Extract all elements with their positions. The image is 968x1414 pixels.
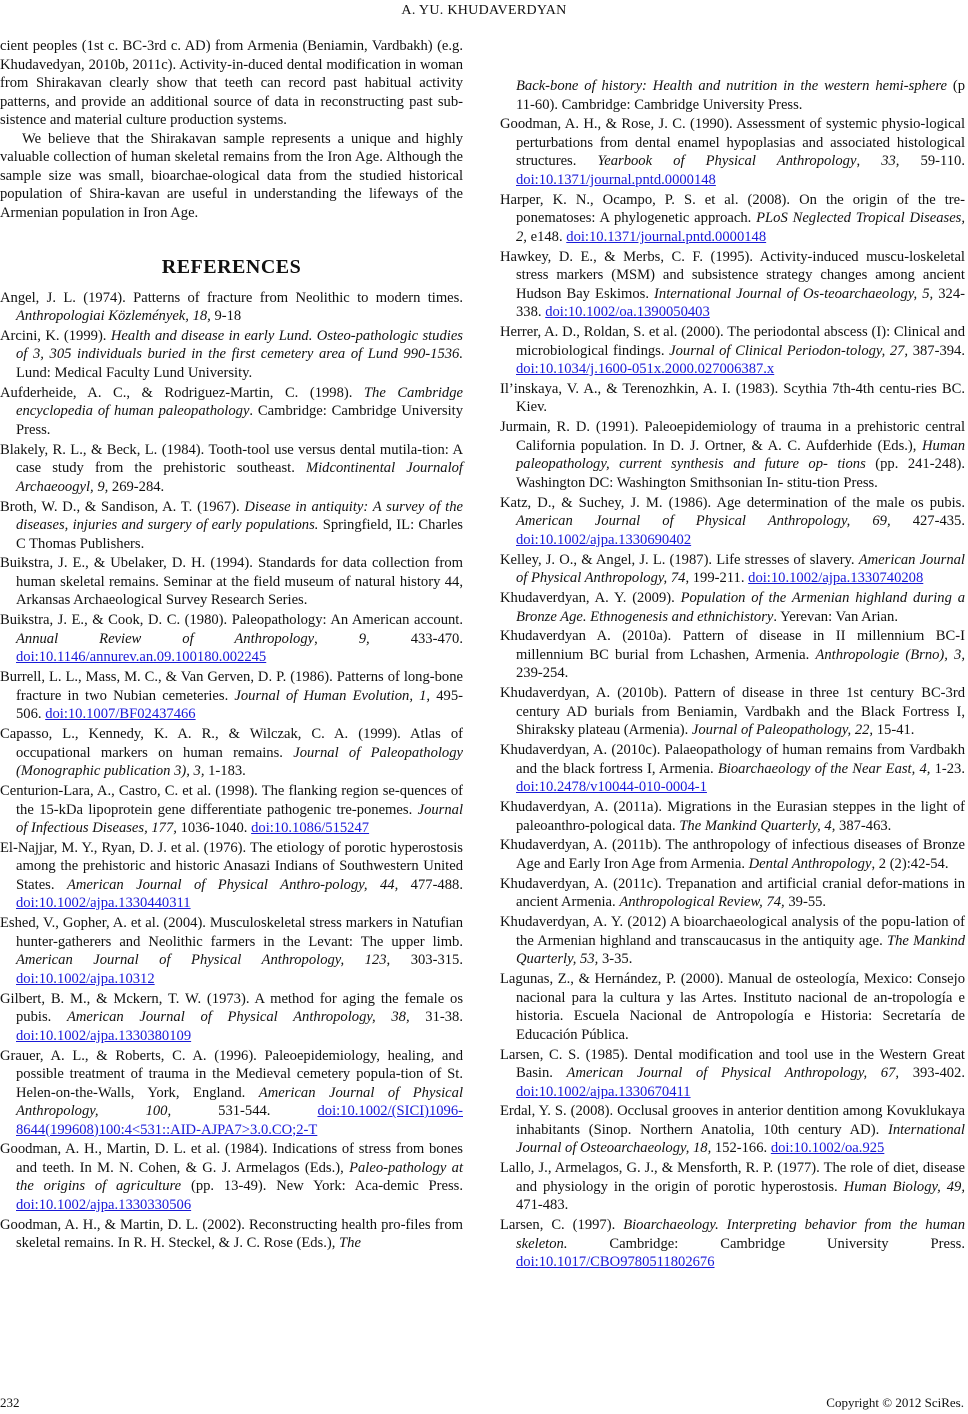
reference-text: Goodman, A. H., & Martin, D. L. (2002). Reconstructing health pro-files from skeletal remains. In R. H. Steckel, & J. C. Rose (Eds.), bbox=[0, 1216, 463, 1252]
doi-link[interactable]: doi:10.1086/515247 bbox=[251, 820, 370, 837]
body-paragraph: We believe that the Shirakavan sample represents a unique and highly valuable collection of human skeletal remains from the Iron Age. Although the sample size was small, bioarchae-ological data from the studied historical population of Shira-kavan are useful in understanding the lifeways of the Armenian population in Iron Age. bbox=[0, 130, 463, 221]
reference-list-right bbox=[500, 77, 965, 1272]
reference-text: Centurion-Lara, A., Castro, C. et al. (1998). The flanking region se-quences of the 15-kDa lipoprotein gene differentiate pathogenic tre-ponemes. bbox=[0, 783, 463, 818]
reference-text: El-Najjar, M. Y., Ryan, D. J. et al. (1976). The etiology of porotic hyperostosis among the prehistoric and historic Anasazi Indians of Southwestern United States. bbox=[0, 839, 463, 893]
reference-text: Khudaverdyan, A. Y. (2012) A bioarchaeological analysis of the popu-lation of the Armenian highland and transcaucasus in the antiquity age. bbox=[500, 914, 965, 949]
reference-source: PLoS Neglected Tropical Diseases, 2, bbox=[516, 210, 966, 245]
reference-source: Yearbook of Physical Anthropology bbox=[597, 153, 857, 170]
reference-text: 387-394. bbox=[908, 342, 965, 359]
doi-link[interactable]: doi:10.1002/ajpa.10312 bbox=[16, 970, 155, 987]
reference-entry bbox=[500, 77, 965, 114]
reference-source: Human paleopathology, current synthesis and future op- tions bbox=[516, 437, 965, 473]
reference-text: Goodman, A. H., & Rose, J. C. (1990). Assessment of systemic physio-logical perturbations from dental enamel hypoplasias and associated histological structures. bbox=[500, 116, 965, 170]
reference-text: Khudaverdyan, A. (2011c). Trepanation and artificial cranial defor-mations in ancient Armenia. bbox=[500, 875, 965, 911]
reference-source: International Journal of Osteoarchaeology, 18, bbox=[516, 1121, 965, 1157]
reference-text: Khudaverdyan, A. Y. (2009). bbox=[500, 590, 681, 607]
reference-entry bbox=[500, 970, 965, 1044]
reference-entry bbox=[500, 913, 965, 969]
reference-entry bbox=[0, 611, 463, 667]
reference-text: 1036-1040. bbox=[176, 820, 252, 837]
reference-entry bbox=[500, 684, 965, 740]
reference-source: Anthropologiai Közlemények, 18, bbox=[16, 308, 211, 324]
reference-text: Khudaverdyan, A. (2011a). Migrations in the Eurasian steppes in the light of paleoanthro-pological data. bbox=[500, 799, 965, 834]
reference-text: Aufderheide, A. C., & Rodriguez-Martin, C. (1998). bbox=[0, 384, 364, 401]
reference-source: Human Biology, 49, bbox=[843, 1178, 965, 1195]
reference-text: Eshed, V., Gopher, A. et al. (2004). Musculoskeletal stress markers in Natufian hunter-gatherers and Neolithic farmers in the Levant: The upper limb. bbox=[0, 915, 463, 950]
reference-source: Midcontinental Journalof Archaeoogyl, 9, bbox=[16, 460, 463, 495]
reference-source: American Journal of Physical Anthropology, 69, bbox=[516, 513, 891, 530]
reference-entry bbox=[500, 1102, 965, 1158]
reference-text: , 199-211. bbox=[685, 570, 749, 587]
reference-entry bbox=[500, 248, 965, 322]
doi-link[interactable]: doi:10.1002/ajpa.1330740208 bbox=[748, 570, 924, 587]
references-heading: REFERENCES bbox=[161, 256, 302, 278]
reference-text: Gilbert, B. M., & Mckern, T. W. (1973). A method for aging the female os pubis. bbox=[0, 990, 463, 1026]
reference-text: 495-506. bbox=[16, 687, 463, 723]
reference-entry bbox=[0, 1140, 463, 1214]
doi-link[interactable]: doi:10.1002/(SICI)1096-8644(199608)100:4<531::AID-AJPA7>3.0.CO;2-T bbox=[16, 1103, 463, 1138]
reference-source: The bbox=[339, 1235, 361, 1252]
reference-entry bbox=[0, 725, 463, 781]
reference-text: Khudaverdyan A. (2010a). Pattern of disease in II millennium BC-I millennium BC burial from Lchashen, Armenia. bbox=[500, 628, 965, 663]
reference-source: Bioarchaeology of the Near East, 4, bbox=[717, 760, 931, 777]
reference-source: Annual Review of Anthropology bbox=[16, 630, 315, 647]
reference-entry bbox=[0, 1216, 463, 1253]
reference-text: Khudaverdyan, A. (2010b). Pattern of disease in three 1st century BC-3rd century AD burials from Beniamin, Vardbakh and the Black Fortress I, Shiraksky plateau (Armenia). bbox=[500, 685, 965, 739]
reference-text: 9-18 bbox=[210, 308, 242, 324]
reference-text: Goodman, A. H., Martin, D. L. et al. (1984). Indications of stress from bones and teeth. In M. N. Cohen, & G. J. Armelagos (Eds.), bbox=[0, 1141, 463, 1176]
reference-text: Katz, D., & Suchey, J. M. (1986). Age determination of the male os pubis. bbox=[500, 494, 965, 511]
reference-text: , bbox=[314, 630, 359, 647]
reference-source: The Mankind Quarterly, 4, bbox=[679, 817, 836, 834]
reference-source: Anthropologie (Brno), 3, bbox=[815, 646, 965, 663]
reference-entry bbox=[0, 990, 463, 1046]
reference-source: Health and disease in early Lund. Osteo-pathologic studies of 3, 305 individuals buried in the first cemetery area of Lund 990-1536. bbox=[16, 327, 463, 363]
reference-source: Anthropological Review, 74, bbox=[619, 894, 785, 911]
reference-text: Lund: Medical Faculty Lund University. bbox=[16, 364, 253, 381]
reference-source: Dental Anthropology bbox=[748, 855, 872, 872]
reference-entry bbox=[500, 798, 965, 835]
reference-text: Kelley, J. O., & Angel, J. L. (1987). Life stresses of slavery. bbox=[500, 551, 859, 568]
reference-entry bbox=[0, 384, 463, 440]
reference-text: 1-183. bbox=[204, 763, 246, 780]
reference-text: Broth, W. D., & Sandison, A. T. (1967). bbox=[0, 498, 245, 515]
reference-text: 471-483. bbox=[516, 1197, 569, 1214]
reference-source: Bioarchaeology. Interpreting behavior from the human skeleton. bbox=[516, 1217, 965, 1252]
reference-text: (pp. 241-248). Washington DC: Washington Smithsonian In- stitu-tion Press. bbox=[516, 456, 965, 491]
reference-text: Springfield, IL: Charles C Thomas Publishers. bbox=[16, 517, 463, 552]
reference-source: Journal of Infectious Diseases, 177, bbox=[16, 801, 463, 837]
reference-text: Jurmain, R. D. (1991). Paleoepidemiology of trauma in a prehistoric central California population. In D. J. Ortner, & A. C. Aufderhide (Eds.), bbox=[500, 419, 965, 454]
reference-entry bbox=[0, 914, 463, 988]
reference-entry bbox=[500, 380, 965, 417]
running-head: A. YU. KHUDAVERDYAN bbox=[401, 3, 567, 18]
doi-link[interactable]: doi:10.1371/journal.pntd.0000148 bbox=[516, 171, 716, 188]
reference-entry bbox=[500, 589, 965, 626]
reference-entry bbox=[500, 1046, 965, 1102]
reference-text: 239-254. bbox=[516, 665, 569, 682]
reference-entry bbox=[500, 836, 965, 873]
doi-link[interactable]: doi:10.1002/ajpa.1330330506 bbox=[16, 1196, 192, 1213]
doi-link[interactable]: doi:10.1002/ajpa.1330690402 bbox=[516, 531, 692, 548]
reference-text: Khudaverdyan, A. (2011b). The anthropology of infectious diseases of Bronze Age and Early Iron Age from Armenia. bbox=[500, 837, 965, 872]
doi-link[interactable]: doi:10.1146/annurev.an.09.100180.002245 bbox=[16, 649, 267, 666]
reference-text: Cambridge: Cambridge University Press. bbox=[567, 1235, 965, 1252]
reference-source: Journal of Clinical Periodon-tology, 27, bbox=[669, 342, 909, 359]
reference-source: 33, bbox=[881, 153, 900, 170]
right-column bbox=[500, 77, 965, 1273]
reference-text: 387-463. bbox=[835, 817, 892, 834]
doi-link[interactable]: doi:10.1002/oa.925 bbox=[770, 1140, 885, 1157]
reference-entry bbox=[0, 782, 463, 838]
reference-entry bbox=[500, 494, 965, 550]
doi-link[interactable]: doi:10.1002/ajpa.1330440311 bbox=[16, 895, 191, 912]
doi-link[interactable]: doi:10.1017/CBO9780511802676 bbox=[516, 1254, 715, 1271]
reference-text: 31-38. bbox=[409, 1009, 463, 1026]
reference-entry bbox=[0, 327, 463, 383]
reference-source: Paleo-pathology at the origins of agriculture bbox=[16, 1159, 463, 1195]
reference-text: (p 11-60). Cambridge: Cambridge University Press. bbox=[516, 78, 965, 113]
reference-entry bbox=[0, 289, 463, 326]
reference-text: Angel, J. L. (1974). Patterns of fracture from Neolithic to modern times. bbox=[0, 289, 463, 306]
reference-text: Buikstra, J. E., & Ubelaker, D. H. (1994). Standards for data collection from human skeletal remains. Seminar at the field museum of natural history 44, Arkansas Archaeological Survey Research Series. bbox=[0, 555, 463, 609]
reference-text: Lallo, J., Armelagos, G. J., & Mensforth, R. P. (1977). The role of diet, disease and physiology in the origin of porotic hyperostosis. bbox=[500, 1160, 965, 1195]
reference-entry bbox=[500, 551, 965, 588]
doi-link[interactable]: doi:10.1002/ajpa.1330380109 bbox=[16, 1027, 192, 1044]
doi-link[interactable]: doi:10.1371/journal.pntd.0000148 bbox=[566, 228, 767, 245]
reference-text: . Cambridge: Cambridge University Press. bbox=[16, 403, 463, 438]
reference-source: Journal of Human Evolution, 1, bbox=[234, 687, 431, 704]
reference-text: 3-35. bbox=[598, 951, 633, 968]
copyright-notice: Copyright © 2012 SciRes. bbox=[826, 1395, 964, 1410]
reference-entry bbox=[0, 668, 463, 724]
reference-source: Disease in antiquity: A survey of the diseases, injuries and surgery of early populations. bbox=[16, 498, 463, 534]
reference-entry bbox=[500, 1159, 965, 1215]
reference-text: Blakely, R. L., & Beck, L. (1984). Tooth-tool use versus dental mutila-tion: A case study from the prehistoric southeast. bbox=[0, 441, 463, 477]
reference-entry bbox=[0, 498, 463, 554]
reference-text: Capasso, L., Kennedy, K. A. R., & Wilczak, C. A. (1999). Atlas of occupational markers on human remains. bbox=[0, 726, 463, 761]
doi-link[interactable]: doi:10.1002/oa.1390050403 bbox=[545, 304, 710, 321]
doi-link[interactable]: doi:10.1002/ajpa.1330670411 bbox=[516, 1083, 691, 1100]
reference-text: Herrer, A. D., Roldan, S. et al. (2000). The periodontal abscess (I): Clinical and microbiological findings. bbox=[500, 324, 965, 359]
left-column bbox=[0, 37, 463, 1254]
reference-text: 477-488. bbox=[398, 876, 463, 893]
reference-source: Journal of Paleopathology (Monographic publication 3), 3, bbox=[16, 744, 463, 780]
reference-text: 427-435. bbox=[890, 513, 965, 530]
doi-link[interactable]: doi:10.2478/v10044-010-0004-1 bbox=[516, 779, 707, 796]
reference-source: The Cambridge encyclopedia of human paleopathology bbox=[16, 384, 463, 420]
reference-text: Khudaverdyan, A. (2010c). Palaeopathology of human remains from Vardbakh and the black fortress I, Armenia. bbox=[500, 742, 965, 777]
reference-source: 9, bbox=[358, 630, 370, 647]
reference-text: Burrell, L. L., Mass, M. C., & Van Gerven, D. P. (1986). Patterns of long-bone fracture in two Nubian cemeteries. bbox=[0, 669, 463, 704]
reference-text: Grauer, A. L., & Roberts, C. A. (1996). Paleoepidemiology, healing, and possible treatment of trauma in the Medieval cemetery popula-tion of St. Helen-on-the-Walls, York, England. bbox=[0, 1047, 463, 1101]
reference-entry bbox=[0, 441, 463, 497]
reference-text: Lagunas, Z., & Hernández, P. (2000). Manual de osteología, Mexico: Consejo nacional para la cultura y las Artes. Instituto nacional de an-tropología e historia. Escuela Nacional de Antropología e Historia: Secretaría de Educación Pública. bbox=[500, 971, 965, 1043]
reference-source: American Journal of Physical Anthropology, 123, bbox=[16, 952, 391, 969]
reference-source: Journal of Paleopathology, 22, bbox=[691, 722, 874, 739]
reference-entry bbox=[500, 191, 965, 247]
reference-text: Il’inskaya, V. A., & Terenozhkin, A. I. (1983). Scythia 7th-4th centu-ries BC. Kiev. bbox=[500, 380, 965, 416]
reference-text: 393-402. bbox=[899, 1065, 965, 1082]
reference-entry bbox=[0, 1047, 463, 1140]
reference-source: American Journal of Physical Anthropology, 38, bbox=[66, 1009, 410, 1026]
reference-text: 152-166. bbox=[711, 1140, 771, 1157]
reference-entry bbox=[500, 875, 965, 912]
reference-source: Population of the Armenian highland during a Bronze Age. Ethnogenesis and ethnichistory bbox=[516, 590, 965, 625]
reference-text: Hawkey, D. E., & Merbs, C. F. (1995). Activity-induced muscu-loskeletal stress markers (MSM) and subsistence strategy changes among ancient Hudson Bay Eskimos. bbox=[500, 248, 965, 302]
reference-entry bbox=[500, 741, 965, 797]
reference-text: 15-41. bbox=[873, 722, 915, 739]
doi-link[interactable]: doi:10.1034/j.1600-051x.2000.027006387.x bbox=[516, 361, 775, 378]
reference-text: , bbox=[856, 153, 882, 170]
reference-source: Back-bone of history: Health and nutrition in the western hemi-sphere bbox=[516, 78, 947, 94]
reference-text: 1-23. bbox=[930, 760, 965, 777]
reference-text: (pp. 13-49). New York: Aca-demic Press. bbox=[181, 1178, 463, 1195]
reference-entry bbox=[500, 323, 965, 379]
reference-text: 39-55. bbox=[784, 894, 827, 911]
reference-text: Larsen, C. (1997). bbox=[500, 1217, 624, 1234]
reference-text: . Yerevan: Van Arian. bbox=[773, 608, 898, 625]
reference-source: International Journal of Os-teoarchaeology, 5, bbox=[654, 285, 934, 302]
reference-text: Buikstra, J. E., & Cook, D. C. (1980). Paleopathology: An American account. bbox=[0, 612, 463, 629]
reference-entry bbox=[0, 839, 463, 913]
reference-entry bbox=[500, 115, 965, 189]
reference-text: Larsen, C. S. (1985). Dental modification and tool use in the Western Great Basin. bbox=[500, 1046, 965, 1082]
reference-text: Erdal, Y. S. (2008). Occlusal grooves in anterior dentition among Kovuklukaya inhabitants (Sinop. Northern Anatolia, 10th century AD). bbox=[500, 1103, 965, 1138]
reference-text: 324-338. bbox=[516, 285, 966, 321]
reference-text: e148. bbox=[526, 228, 567, 245]
reference-list-left bbox=[0, 289, 463, 1253]
reference-entry bbox=[500, 627, 965, 683]
reference-source: The Mankind Quarterly, 53, bbox=[516, 932, 965, 968]
reference-text: 433-470. bbox=[369, 630, 463, 647]
reference-entry bbox=[500, 1216, 965, 1272]
reference-text: 531-544. bbox=[171, 1103, 318, 1120]
reference-text: 303-315. bbox=[390, 952, 463, 969]
reference-source: American Journal of Physical Anthro-pology, 44, bbox=[66, 876, 399, 893]
reference-text: Harper, K. N., Ocampo, P. S. et al. (2008). On the origin of the tre-ponematoses: A phylogenetic approach. bbox=[500, 191, 965, 227]
reference-entry bbox=[500, 418, 965, 492]
page-number: 232 bbox=[0, 1395, 20, 1410]
reference-source: American Journal of Physical Anthropology, 100, bbox=[16, 1084, 464, 1120]
reference-entry bbox=[0, 554, 463, 610]
reference-source: American Journal of Physical Anthropology, 67, bbox=[566, 1065, 900, 1082]
reference-source: American Journal of Physical Anthropology, 74 bbox=[516, 551, 965, 587]
body-paragraph: cient peoples (1st c. BC-3rd c. AD) from Armenia (Beniamin, Vardbakh) (e.g. Khudavedyan, 2010b, 2011c). Activity-in-duced dental modification in woman from Shirakavan clearly show that teeth can record past habitual activity patterns, and provide an additional source of data in reconstructing past sub-sistence and material culture production systems. bbox=[0, 38, 463, 128]
reference-text: 269-284. bbox=[108, 478, 165, 495]
doi-link[interactable]: doi:10.1007/BF02437466 bbox=[45, 706, 196, 723]
reference-text: Arcini, K. (1999). bbox=[0, 327, 111, 344]
reference-text: 59-110. bbox=[899, 153, 965, 170]
reference-text: , 2 (2):42-54. bbox=[871, 855, 949, 872]
